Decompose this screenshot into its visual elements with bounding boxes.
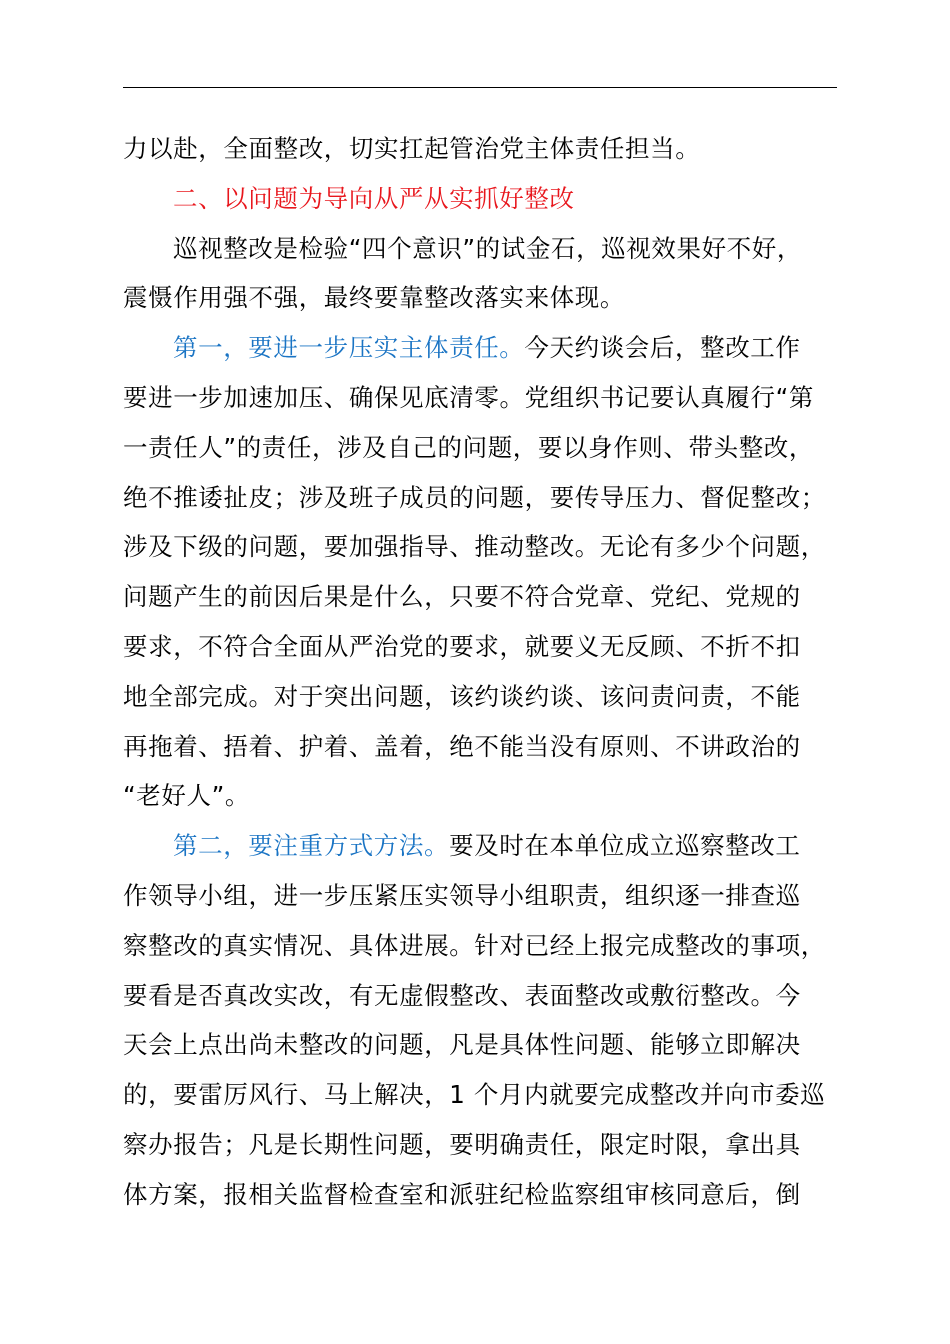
text-line: 巡视整改是检验“四个意识”的试金石，巡视效果好不好， (173, 233, 802, 263)
text-line: 一责任人”的责任，涉及自己的问题，要以身作则、带头整改， (123, 432, 814, 462)
text-line: 绝不推诿扯皮；涉及班子成员的问题，要传导压力、督促整改； (123, 482, 826, 512)
text-line: “老好人”。 (123, 781, 250, 811)
text-line: 涉及下级的问题，要加强指导、推动整改。无论有多少个问题， (123, 532, 826, 562)
text-line: 体方案，报相关监督检查室和派驻纪检监察组审核同意后，倒 (123, 1179, 801, 1209)
text-line: 的，要雷厉风行、马上解决，1 个月内就要完成整改并向市委巡 (123, 1080, 826, 1110)
section-heading-text: 二、以问题为导向从严从实抓好整改 (173, 183, 575, 213)
header-rule (123, 87, 837, 88)
text-line: 作领导小组，进一步压紧压实领导小组职责，组织逐一排查巡 (123, 880, 801, 910)
text-line (123, 323, 843, 373)
paragraph-point-two (123, 821, 843, 1219)
point-two-lead: 第二，要注重方式方法。 (173, 831, 450, 861)
point-one-lead: 第一，要进一步压实主体责任。 (173, 333, 525, 363)
text-line: 地全部完成。对于突出问题，该约谈约谈、该问责问责，不能 (123, 681, 801, 711)
section-heading (123, 174, 843, 224)
text-line: 察整改的真实情况、具体进展。针对已经上报完成整改的事项， (123, 930, 826, 960)
point-one-first-line: 今天约谈会后，整改工作 (524, 333, 801, 363)
text-line: 要看是否真改实改，有无虚假整改、表面整改或敷衍整改。今 (123, 980, 801, 1010)
document-body (123, 124, 843, 1220)
paragraph-point-one (123, 323, 843, 821)
text-line: 震慑作用强不强，最终要靠整改落实来体现。 (123, 283, 625, 313)
paragraph-continuation (123, 124, 843, 174)
text-line: 要求，不符合全面从严治党的要求，就要义无反顾、不折不扣 (123, 631, 801, 661)
text-line: 要进一步加速加压、确保见底清零。党组织书记要认真履行“第 (123, 382, 814, 412)
text-line: 问题产生的前因后果是什么，只要不符合党章、党纪、党规的 (123, 582, 801, 612)
paragraph-intro (123, 224, 843, 324)
text-line: 天会上点出尚未整改的问题，凡是具体性问题、能够立即解决 (123, 1030, 801, 1060)
point-two-first-line: 要及时在本单位成立巡察整改工 (449, 831, 801, 861)
text-line: 察办报告；凡是长期性问题，要明确责任，限定时限，拿出具 (123, 1129, 801, 1159)
text-line: 再拖着、捂着、护着、盖着，绝不能当没有原则、不讲政治的 (123, 731, 801, 761)
text-line: 力以赴，全面整改，切实扛起管治党主体责任担当。 (123, 134, 701, 163)
text-line (123, 821, 843, 871)
